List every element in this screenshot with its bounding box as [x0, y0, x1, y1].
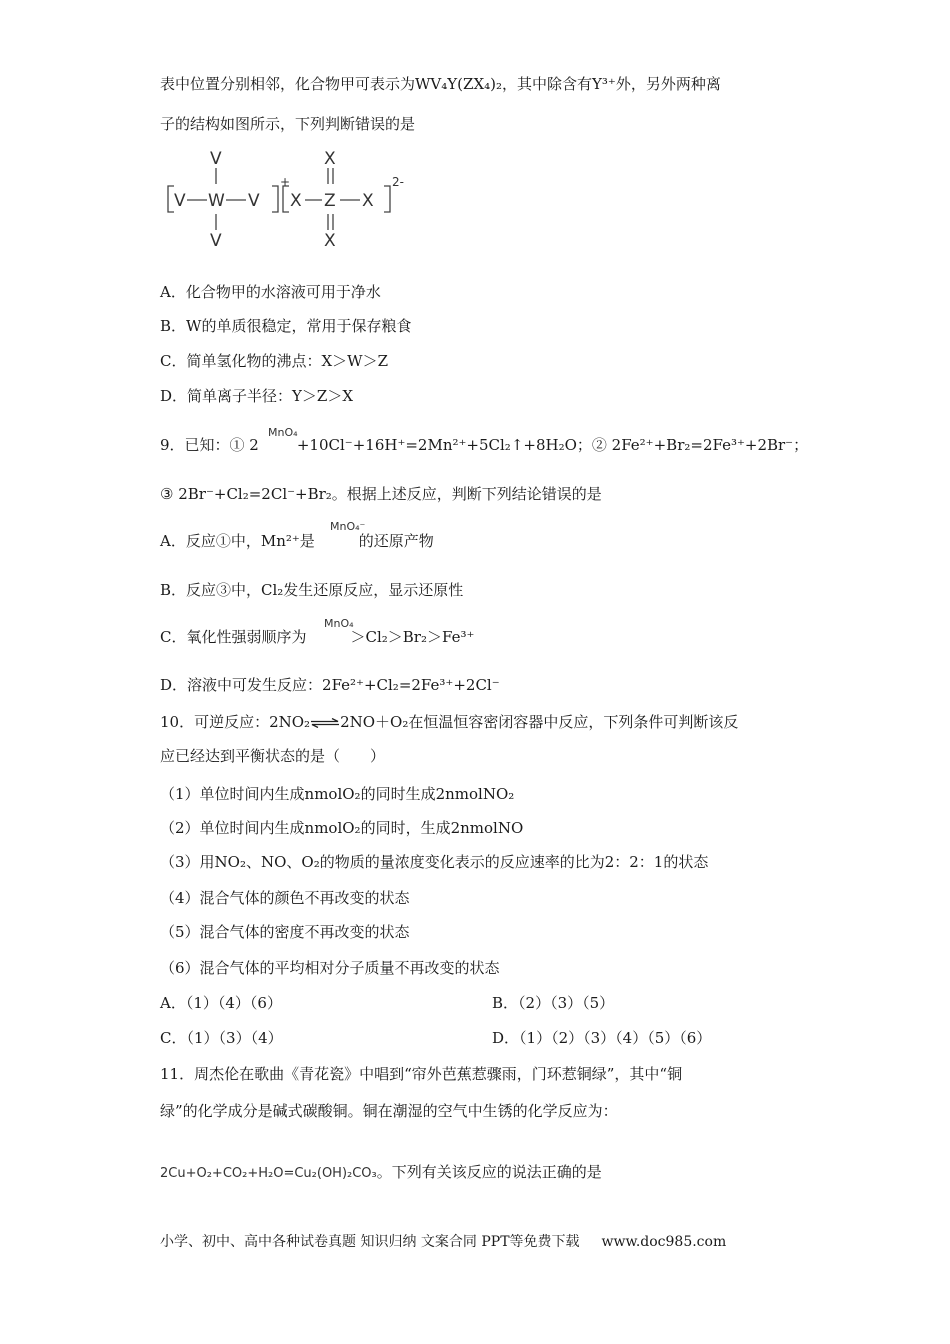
anion-charge: 2-	[392, 175, 404, 189]
q11-line-2: 绿”的化学成分是碱式碳酸铜。铜在潮湿的空气中生锈的化学反应为：	[160, 1102, 618, 1120]
q9-line-1	[160, 435, 808, 455]
q10-option-c: C．（1）（3）（4）	[160, 1029, 283, 1047]
q9-line-2: ③ 2Br⁻+Cl₂=2Cl⁻+Br₂。根据上述反应，判断下列结论错误的是	[160, 485, 602, 503]
ion-structure-diagram	[160, 146, 420, 254]
q9-option-b: B．反应③中，Cl₂发生还原反应，显示还原性	[160, 581, 464, 599]
q10-item-3: （3）用NO₂、NO、O₂的物质的量浓度变化表示的反应速率的比为2：2：1的状态	[160, 853, 709, 871]
q10-stem-1-pre: 10．可逆反应：2NO₂	[160, 713, 311, 731]
q8-option-a: A．化合物甲的水溶液可用于净水	[160, 283, 381, 301]
q10-stem-1	[160, 712, 738, 732]
equilibrium-arrow-icon	[310, 718, 340, 728]
cation-atom-center: W	[208, 191, 225, 211]
footer-text: 小学、初中、高中各种试卷真题 知识归纳 文案合同 PPT等免费下载	[160, 1234, 580, 1250]
q9-option-d: D．溶液中可发生反应：2Fe²⁺+Cl₂=2Fe³⁺+2Cl⁻	[160, 676, 500, 694]
q8-option-c: C．简单氢化物的沸点：X＞W＞Z	[160, 352, 388, 370]
q9-option-c	[160, 627, 474, 647]
q9-option-c-post: ＞Cl₂＞Br₂＞Fe³⁺	[350, 628, 475, 646]
q9-mno4-label-1: MnO₄	[268, 426, 298, 439]
cation-atom-top: V	[210, 149, 222, 169]
q11-after: 。下列有关该反应的说法正确的是	[376, 1163, 602, 1181]
anion-atom-left: X	[290, 191, 302, 211]
q8-option-b: B．W的单质很稳定，常用于保存粮食	[160, 317, 412, 335]
q10-option-a: A．（1）（4）（6）	[160, 994, 282, 1012]
cation-atom-bottom: V	[210, 231, 222, 251]
q10-item-5: （5）混合气体的密度不再改变的状态	[160, 923, 410, 941]
q9-mno4-label-2: MnO₄⁻	[330, 520, 366, 533]
q9-line-1-post: +10Cl⁻+16H⁺=2Mn²⁺+5Cl₂↑+8H₂O；② 2Fe²⁺+Br₂=2Fe³⁺+2Br⁻；	[296, 436, 809, 454]
q10-option-b: B．（2）（3）（5）	[492, 994, 615, 1012]
cation-charge: +	[280, 175, 291, 189]
page-footer	[160, 1232, 726, 1252]
q10-stem-2: 应已经达到平衡状态的是（ ）	[160, 747, 386, 765]
cation-atom-left: V	[174, 191, 186, 211]
q9-option-a-post: 的还原产物	[358, 532, 434, 550]
q9-option-a-pre: A．反应①中，Mn²⁺是	[160, 532, 315, 550]
anion-atom-bottom: X	[324, 231, 336, 251]
q9-mno4-label-3: MnO₄	[324, 617, 354, 630]
q10-item-6: （6）混合气体的平均相对分子质量不再改变的状态	[160, 959, 500, 977]
anion-atom-center: Z	[324, 191, 336, 211]
intro-line-2: 子的结构如图所示，下列判断错误的是	[160, 115, 416, 133]
footer-url[interactable]: www.doc985.com	[601, 1234, 727, 1250]
q10-option-d: D．（1）（2）（3）（4）（5）（6）	[492, 1029, 712, 1047]
q10-item-1: （1）单位时间内生成nmolO₂的同时生成2nmolNO₂	[160, 785, 515, 803]
cation-atom-right: V	[248, 191, 260, 211]
q9-option-a	[160, 531, 434, 551]
q10-stem-1-post: 2NO＋O₂在恒温恒容密闭容器中反应，下列条件可判断该反	[340, 713, 739, 731]
intro-line-1: 表中位置分别相邻，化合物甲可表示为WV₄Y(ZX₄)₂，其中除含有Y³⁺外，另外两种离	[160, 75, 721, 93]
q9-line-1-pre: 9．已知：① 2	[160, 436, 259, 454]
q11-line-3	[160, 1162, 602, 1184]
q8-option-d: D．简单离子半径：Y＞Z＞X	[160, 387, 354, 405]
q10-item-2: （2）单位时间内生成nmolO₂的同时，生成2nmolNO	[160, 819, 524, 837]
q10-item-4: （4）混合气体的颜色不再改变的状态	[160, 889, 410, 907]
anion-atom-right: X	[362, 191, 374, 211]
q11-line-1: 11．周杰伦在歌曲《青花瓷》中唱到“帘外芭蕉惹骤雨，门环惹铜绿”，其中“铜	[160, 1065, 683, 1083]
q9-option-c-pre: C．氧化性强弱顺序为	[160, 628, 307, 646]
q11-equation: 2Cu+O₂+CO₂+H₂O=Cu₂(OH)₂CO₃	[160, 1166, 377, 1181]
anion-atom-top: X	[324, 149, 336, 169]
